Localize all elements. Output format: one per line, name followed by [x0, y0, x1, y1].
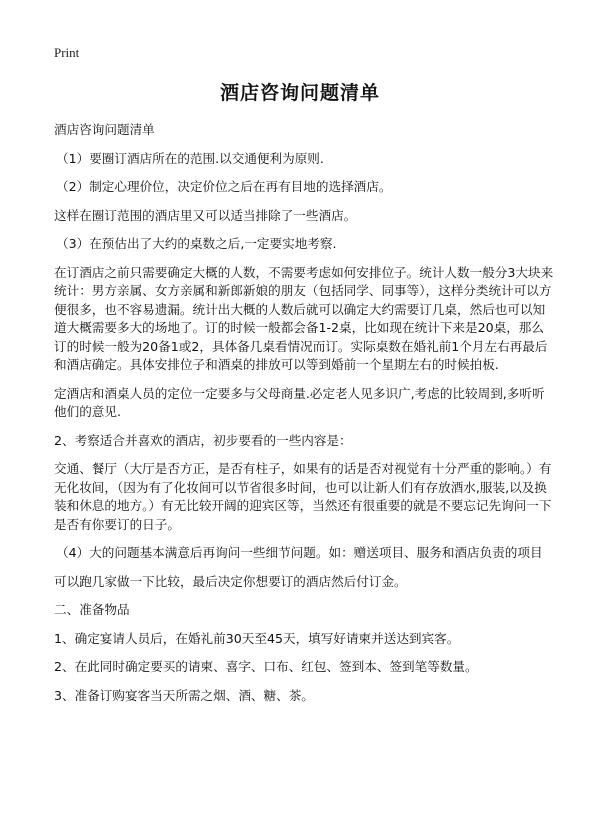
- paragraph-prepare-2: 2、在此同时确定要买的请柬、喜字、口布、红包、签到本、签到笔等数量。: [54, 659, 478, 674]
- paragraph-headcount: 在订酒店之前只需要确定大概的人数，不需要考虑如何安排位子。统计人数一般分3大块来统计：男方亲属、女方亲属和新郎新娘的朋友（包括同学、同事等），这样分类统计可以方便很多，也不容易遗漏。统计出大概的人数后就可以确定大约需要订几桌，然后也可以知道大概需要多大的场地了。订的时候一般都会备1-2桌，比如现在统计下来是20桌，那么订的时候一般为20备1或2，具体备几桌看情况而订。实际桌数在婚礼前1个月左右再最后和酒店确定。具体安排位子和酒桌的排放可以等到婚前一个星期左右的时候拍板.: [54, 264, 554, 372]
- document-title: 酒店咨询问题清单: [219, 82, 380, 104]
- document-body: [54, 121, 554, 705]
- paragraph-item-4: （4）大的问题基本满意后再询问一些细节问题。如：赠送项目、服务和酒店负责的项目: [56, 545, 543, 560]
- paragraph-prepare-1: 1、确定宴请人员后，在婚礼前30天至45天，填写好请柬并送达到宾客。: [54, 630, 460, 646]
- paragraph-parents: 定酒店和酒桌人员的定位一定要多与父母商量.必定老人见多识广,考虑的比较周到,多听听他们的意见.: [54, 385, 545, 419]
- paragraph-item-1: （1）要圈订酒店所在的范围.以交通便利为原则.: [56, 150, 324, 166]
- paragraph-section-prepare: 二、准备物品: [54, 602, 130, 617]
- paragraph-item-2: （2）制定心理价位，决定价位之后在再有目地的选择酒店。: [56, 179, 392, 194]
- print-link[interactable]: Print: [54, 45, 80, 60]
- paragraph-section-2: 2、考察适合并喜欢的酒店，初步要看的一些内容是：: [54, 432, 352, 448]
- paragraph-compare: 可以跑几家做一下比较，最后决定你想要订的酒店然后付订金。: [54, 573, 407, 589]
- paragraph-note: 这样在圈订范围的酒店里又可以适当排除了一些酒店。: [54, 207, 357, 223]
- paragraph-item-3: （3）在预估出了大约的桌数之后,一定要实地考察.: [56, 236, 337, 251]
- paragraph-prepare-3: 3、准备订购宴客当天所需之烟、酒、糖、茶。: [54, 687, 314, 703]
- paragraph-subtitle: 酒店咨询问题清单: [54, 122, 155, 137]
- paragraph-inspection: 交通、餐厅（大厅是否方正，是否有柱子，如果有的话是否对视觉有十分严重的影响。）有无化妆间，（因为有了化妆间可以节省很多时间，也可以让新人们有存放酒水,服装,以及换装和休息的地方。）有无比较开阔的迎宾区等，当然还有很重要的就是不要忘记先询问一下是否有你要订的日子。: [54, 461, 552, 532]
